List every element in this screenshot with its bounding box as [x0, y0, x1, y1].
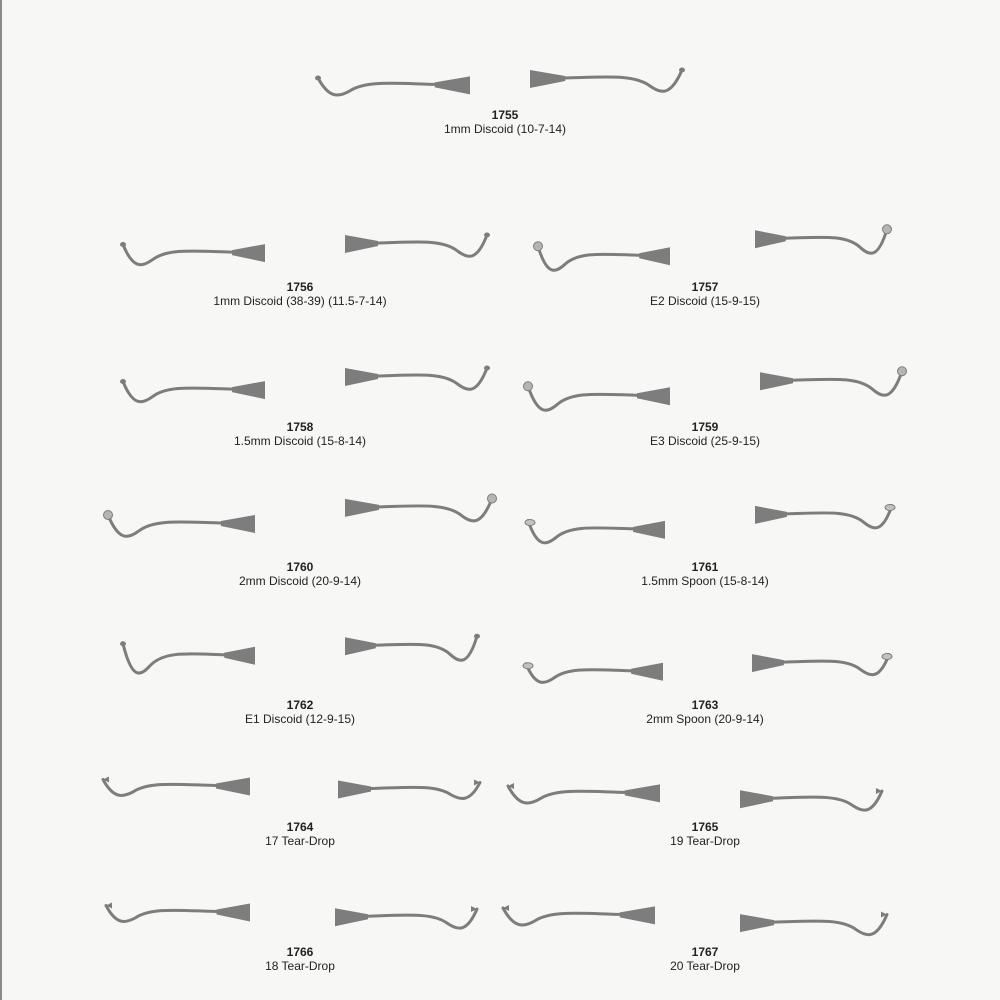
item-code: 1758	[286, 420, 314, 434]
shank	[103, 780, 216, 796]
instrument-left-end-4	[520, 375, 670, 420]
handle-taper	[345, 368, 378, 386]
item-caption	[650, 280, 760, 309]
handle-taper	[232, 381, 265, 399]
shank	[528, 521, 633, 543]
item-description: 1mm Discoid (10-7-14)	[443, 122, 567, 136]
handle-taper	[637, 387, 670, 405]
left-border-rule	[0, 0, 2, 1000]
item-caption	[213, 280, 386, 309]
instrument-right-end-9	[338, 775, 488, 805]
handle-taper	[335, 908, 368, 926]
handle-taper	[338, 781, 371, 799]
working-tip	[883, 225, 892, 234]
shank	[123, 382, 232, 402]
item-code: 1766	[286, 945, 314, 959]
shank	[508, 786, 625, 803]
instrument-left-end-3	[115, 372, 265, 410]
shank	[378, 235, 487, 256]
shank	[371, 783, 480, 799]
item-description: E3 Discoid (25-9-15)	[649, 434, 761, 448]
working-tip	[534, 242, 543, 251]
instrument-right-end-10	[740, 782, 890, 818]
item-description: 1mm Discoid (38-39) (11.5-7-14)	[213, 294, 387, 308]
working-tip	[121, 243, 126, 247]
instrument-left-end-0	[310, 70, 470, 102]
instrument-left-end-1	[115, 235, 265, 273]
item-caption	[245, 698, 355, 727]
instrument-right-end-3	[345, 358, 495, 398]
item-code: 1759	[691, 420, 719, 434]
shank	[123, 245, 232, 265]
item-caption	[239, 560, 361, 589]
item-caption	[444, 108, 566, 137]
handle-taper	[232, 244, 265, 262]
handle-taper	[755, 506, 787, 524]
instrument-left-end-6	[520, 510, 665, 552]
handle-taper	[224, 647, 255, 665]
shank	[108, 515, 221, 536]
item-code: 1761	[691, 560, 719, 574]
shank	[368, 909, 477, 928]
item-code: 1764	[286, 820, 314, 834]
item-code: 1757	[691, 280, 719, 294]
instrument-right-end-8	[752, 645, 897, 683]
instrument-left-end-2	[530, 235, 670, 280]
item-code: 1756	[286, 280, 314, 294]
handle-taper	[345, 637, 376, 655]
handle-taper	[345, 235, 378, 253]
handle-taper	[221, 515, 255, 533]
instrument-right-end-4	[760, 360, 910, 405]
item-description: 2mm Spoon (20-9-14)	[646, 712, 764, 726]
shank	[784, 655, 889, 675]
handle-taper	[217, 904, 250, 922]
working-tip	[121, 642, 126, 646]
item-description: 1.5mm Discoid (15-8-14)	[233, 434, 367, 448]
shank	[786, 229, 887, 253]
item-code: 1767	[691, 945, 719, 959]
shank	[787, 506, 892, 528]
shank	[379, 499, 492, 521]
instrument-right-end-7	[345, 625, 485, 670]
working-tip	[680, 68, 685, 72]
shank	[565, 70, 682, 91]
item-code: 1765	[691, 820, 719, 834]
item-code: 1755	[491, 108, 519, 122]
handle-taper	[639, 247, 670, 265]
shank	[376, 636, 477, 660]
shank	[773, 791, 882, 810]
handle-taper	[752, 654, 784, 672]
item-description: 18 Tear-Drop	[265, 959, 335, 973]
shank	[378, 368, 487, 389]
shank	[538, 246, 639, 270]
item-caption	[650, 420, 760, 449]
instrument-right-end-6	[755, 495, 900, 537]
item-code: 1762	[286, 698, 314, 712]
instrument-left-end-12	[495, 900, 655, 932]
item-description: 2mm Discoid (20-9-14)	[238, 574, 362, 588]
item-caption	[646, 698, 763, 727]
working-tip	[485, 233, 490, 237]
instrument-left-end-5	[100, 505, 255, 545]
item-description: 17 Tear-Drop	[265, 834, 335, 848]
item-caption	[670, 945, 740, 974]
instrument-left-end-7	[115, 630, 255, 685]
item-caption	[265, 945, 335, 974]
item-caption	[265, 820, 335, 849]
working-tip	[523, 663, 533, 669]
instrument-right-end-2	[755, 218, 895, 263]
handle-taper	[740, 914, 774, 932]
shank	[526, 664, 631, 683]
instrument-right-end-12	[740, 905, 895, 943]
instrument-right-end-1	[345, 225, 495, 265]
item-caption	[641, 560, 768, 589]
handle-taper	[755, 230, 786, 248]
working-tip	[121, 380, 126, 384]
item-caption	[234, 420, 366, 449]
handle-taper	[620, 906, 655, 924]
working-tip	[882, 654, 892, 660]
shank	[503, 908, 620, 925]
handle-taper	[435, 76, 470, 94]
handle-taper	[740, 790, 773, 808]
item-description: 20 Tear-Drop	[670, 959, 740, 973]
instrument-right-end-11	[335, 900, 485, 936]
instrument-left-end-11	[98, 898, 250, 928]
item-description: 1.5mm Spoon (15-8-14)	[641, 574, 769, 588]
working-tip	[316, 76, 321, 80]
handle-taper	[631, 663, 663, 681]
shank	[123, 644, 224, 673]
instrument-right-end-0	[530, 60, 690, 100]
shank	[793, 371, 902, 395]
shank	[528, 386, 637, 410]
handle-taper	[345, 499, 379, 517]
item-description: 19 Tear-Drop	[670, 834, 740, 848]
item-code: 1760	[286, 560, 314, 574]
instrument-left-end-10	[500, 778, 660, 810]
instrument-left-end-8	[518, 655, 663, 690]
handle-taper	[633, 521, 665, 539]
working-tip	[898, 367, 907, 376]
working-tip	[475, 634, 480, 638]
handle-taper	[216, 778, 250, 796]
working-tip	[488, 494, 497, 503]
working-tip	[485, 366, 490, 370]
shank	[106, 906, 217, 922]
handle-taper	[625, 784, 660, 802]
working-tip	[525, 520, 535, 526]
working-tip	[885, 505, 895, 511]
working-tip	[104, 511, 113, 520]
handle-taper	[530, 70, 565, 88]
handle-taper	[760, 372, 793, 390]
instrument-left-end-9	[95, 772, 250, 802]
item-code: 1763	[691, 698, 719, 712]
item-description: E2 Discoid (15-9-15)	[649, 294, 761, 308]
shank	[318, 78, 435, 95]
working-tip	[524, 382, 533, 391]
instrument-right-end-5	[345, 488, 500, 530]
item-caption	[670, 820, 740, 849]
shank	[774, 915, 887, 935]
item-description: E1 Discoid (12-9-15)	[244, 712, 356, 726]
